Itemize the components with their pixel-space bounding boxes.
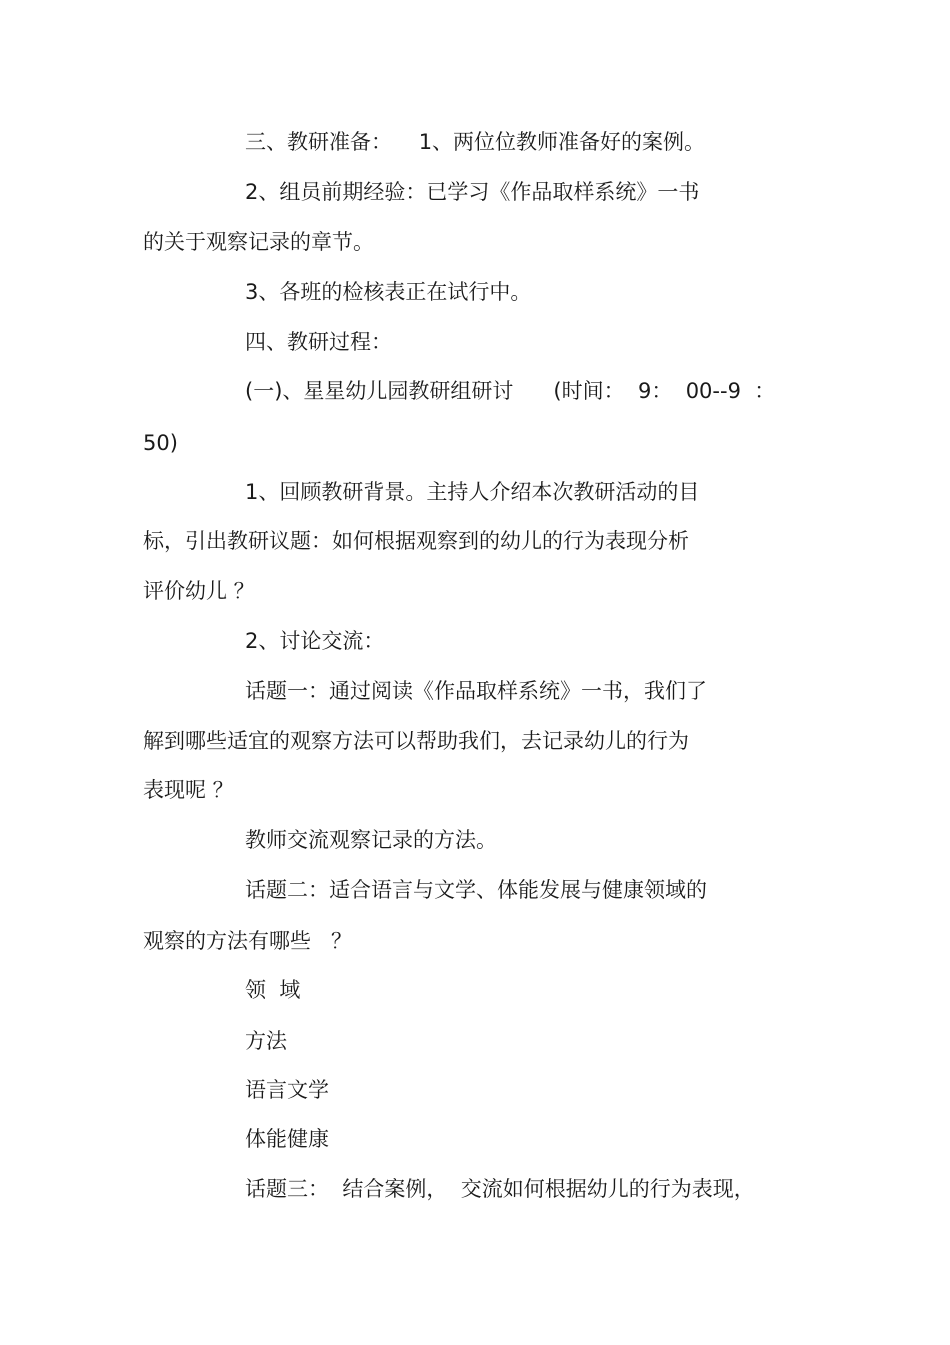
paragraph-line: 2、讨论交流： (245, 629, 385, 653)
paragraph-line: 话题二：适合语言与文学、体能发展与健康领域的 (245, 878, 707, 902)
paragraph-line: 三、教研准备： 1、两位位教师准备好的案例。 (245, 130, 706, 154)
paragraph-line: 的关于观察记录的章节。 (143, 230, 374, 254)
paragraph-line: 2、组员前期经验：已学习《作品取样系统》一书 (245, 180, 700, 204)
table-cell-text: 方法 (245, 1029, 287, 1053)
paragraph-line: 50) (143, 431, 178, 455)
table-cell-text: 语言文学 (245, 1078, 329, 1102)
paragraph-line: 1、回顾教研背景。主持人介绍本次教研活动的目 (245, 480, 700, 504)
paragraph-line: 观察的方法有哪些 ？ (143, 929, 353, 953)
section-heading: 四、教研过程： (245, 330, 392, 354)
table-cell-text: 体能健康 (245, 1127, 329, 1151)
subsection-heading: (一)、星星幼儿园教研组研讨 (时间： 9： 00--9 ： (245, 379, 776, 403)
paragraph-line: 话题三： 结合案例， 交流如何根据幼儿的行为表现， (245, 1177, 755, 1201)
paragraph-line: 评价幼儿 ？ (143, 579, 255, 603)
paragraph-line: 标，引出教研议题：如何根据观察到的幼儿的行为表现分析 (143, 529, 689, 553)
paragraph-line: 解到哪些适宜的观察方法可以帮助我们，去记录幼儿的行为 (143, 729, 689, 753)
paragraph-line: 教师交流观察记录的方法。 (245, 828, 497, 852)
paragraph-line: 话题一：通过阅读《作品取样系统》一书，我们了 (245, 679, 707, 703)
table-cell-text: 领 域 (245, 978, 301, 1002)
paragraph-line: 表现呢 ？ (143, 778, 234, 802)
paragraph-line: 3、各班的检核表正在试行中。 (245, 280, 532, 304)
